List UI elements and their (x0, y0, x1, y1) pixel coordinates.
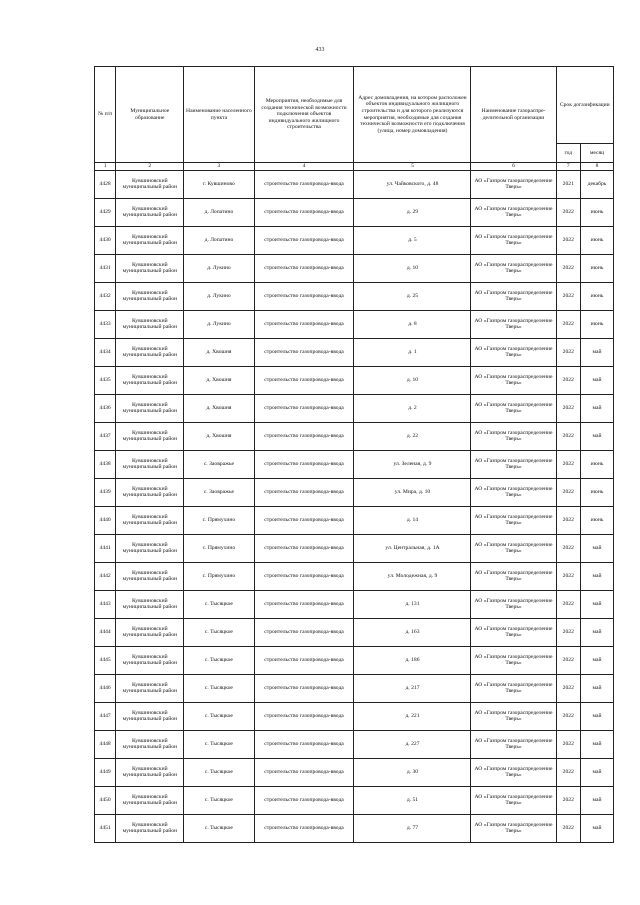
table-row (95, 338, 614, 366)
row-month: май (581, 646, 614, 674)
row-month: декабрь (581, 170, 614, 198)
row-month: июнь (581, 450, 614, 478)
row-year: 2022 (556, 506, 580, 534)
row-number: 4438 (95, 450, 116, 478)
row-measure: строительство газопровода-ввода (254, 674, 354, 702)
row-month: июнь (581, 254, 614, 282)
header-measures: Мероприятия, необходимые для создания технической возможности подключения объектов индивидуального жилищного строительства (254, 67, 354, 163)
table-row (95, 254, 614, 282)
row-measure: строительство газопровода-ввода (254, 254, 354, 282)
table-row (95, 506, 614, 534)
row-org: АО «Газпром газораспределение Тверь» (471, 282, 556, 310)
row-month: май (581, 758, 614, 786)
header-address: Адрес домовладения, на котором расположен объектов индивидуального жилищного строительства и для которого реализуются мероприятия, необходимые для создания технической возможности его подключения (улица, номер домовладения) (354, 67, 471, 163)
row-number: 4448 (95, 730, 116, 758)
row-locality: д. Хвошня (184, 394, 254, 422)
row-year: 2022 (556, 478, 580, 506)
row-org: АО «Газпром газораспределение Тверь» (471, 758, 556, 786)
table-row (95, 562, 614, 590)
row-locality: с. Тысяцкое (184, 590, 254, 618)
row-year: 2022 (556, 226, 580, 254)
row-org: АО «Газпром газораспределение Тверь» (471, 310, 556, 338)
table-row (95, 450, 614, 478)
row-measure: строительство газопровода-ввода (254, 170, 354, 198)
row-number: 4442 (95, 562, 116, 590)
row-measure: строительство газопровода-ввода (254, 534, 354, 562)
row-org: АО «Газпром газораспределение Тверь» (471, 786, 556, 814)
row-month: май (581, 702, 614, 730)
row-address: ул. Молодежная, д. 9 (354, 562, 471, 590)
row-org: АО «Газпром газораспределение Тверь» (471, 506, 556, 534)
row-measure: строительство газопровода-ввода (254, 338, 354, 366)
row-year: 2022 (556, 366, 580, 394)
row-org: АО «Газпром газораспределение Тверь» (471, 394, 556, 422)
row-number: 4434 (95, 338, 116, 366)
row-address: д. 22 (354, 422, 471, 450)
row-municipality: Кувшиновский муниципальный район (116, 254, 184, 282)
gasification-table (94, 66, 614, 843)
row-month: май (581, 814, 614, 842)
col-number: 6 (471, 163, 556, 171)
row-address: д. 30 (354, 758, 471, 786)
row-year: 2022 (556, 674, 580, 702)
row-month: май (581, 366, 614, 394)
table-row (95, 170, 614, 198)
row-address: ул. Чайковского, д. 48 (354, 170, 471, 198)
row-number: 4439 (95, 478, 116, 506)
row-municipality: Кувшиновский муниципальный район (116, 394, 184, 422)
row-month: июнь (581, 282, 614, 310)
row-org: АО «Газпром газораспределение Тверь» (471, 226, 556, 254)
row-measure: строительство газопровода-ввода (254, 590, 354, 618)
header-term: Срок догазификации (556, 67, 613, 144)
row-municipality: Кувшиновский муниципальный район (116, 422, 184, 450)
row-number: 4447 (95, 702, 116, 730)
row-measure: строительство газопровода-ввода (254, 366, 354, 394)
table-row (95, 618, 614, 646)
row-measure: строительство газопровода-ввода (254, 702, 354, 730)
row-number: 4440 (95, 506, 116, 534)
row-municipality: Кувшиновский муниципальный район (116, 506, 184, 534)
row-org: АО «Газпром газораспределение Тверь» (471, 254, 556, 282)
row-address: д. 163 (354, 618, 471, 646)
table-row (95, 814, 614, 842)
row-org: АО «Газпром газораспределение Тверь» (471, 338, 556, 366)
page-number: 433 (315, 47, 325, 53)
row-municipality: Кувшиновский муниципальный район (116, 338, 184, 366)
row-locality: д. Хвошня (184, 422, 254, 450)
table-row (95, 758, 614, 786)
row-number: 4428 (95, 170, 116, 198)
table-row (95, 282, 614, 310)
row-municipality: Кувшиновский муниципальный район (116, 478, 184, 506)
row-municipality: Кувшиновский муниципальный район (116, 310, 184, 338)
row-month: июнь (581, 198, 614, 226)
row-measure: строительство газопровода-ввода (254, 646, 354, 674)
row-org: АО «Газпром газораспределение Тверь» (471, 646, 556, 674)
table-row (95, 226, 614, 254)
row-year: 2022 (556, 618, 580, 646)
row-municipality: Кувшиновский муниципальный район (116, 534, 184, 562)
table-row (95, 394, 614, 422)
row-measure: строительство газопровода-ввода (254, 562, 354, 590)
row-year: 2022 (556, 310, 580, 338)
row-month: июнь (581, 506, 614, 534)
row-municipality: Кувшиновский муниципальный район (116, 618, 184, 646)
row-month: май (581, 730, 614, 758)
row-address: д. 221 (354, 702, 471, 730)
table-row (95, 590, 614, 618)
row-org: АО «Газпром газораспределение Тверь» (471, 478, 556, 506)
row-year: 2022 (556, 282, 580, 310)
row-number: 4451 (95, 814, 116, 842)
col-number: 7 (556, 163, 580, 171)
row-locality: д. Лопатино (184, 198, 254, 226)
row-address: д. 77 (354, 814, 471, 842)
row-locality: с. Тысяцкое (184, 758, 254, 786)
table-row (95, 534, 614, 562)
row-org: АО «Газпром газораспределение Тверь» (471, 814, 556, 842)
row-number: 4429 (95, 198, 116, 226)
row-municipality: Кувшиновский муниципальный район (116, 702, 184, 730)
row-municipality: Кувшиновский муниципальный район (116, 590, 184, 618)
row-measure: строительство газопровода-ввода (254, 450, 354, 478)
table-row (95, 422, 614, 450)
header-year: год (556, 144, 580, 163)
row-locality: д. Лукино (184, 310, 254, 338)
row-address: д. 186 (354, 646, 471, 674)
row-month: июнь (581, 310, 614, 338)
row-year: 2022 (556, 590, 580, 618)
row-municipality: Кувшиновский муниципальный район (116, 198, 184, 226)
col-number: 2 (116, 163, 184, 171)
row-org: АО «Газпром газораспределение Тверь» (471, 674, 556, 702)
row-municipality: Кувшиновский муниципальный район (116, 366, 184, 394)
row-locality: д. Лукино (184, 282, 254, 310)
row-month: июнь (581, 478, 614, 506)
row-municipality: Кувшиновский муниципальный район (116, 170, 184, 198)
row-address: д. 14 (354, 506, 471, 534)
row-year: 2022 (556, 254, 580, 282)
row-number: 4441 (95, 534, 116, 562)
row-locality: с. Прямухино (184, 562, 254, 590)
row-org: АО «Газпром газораспределение Тверь» (471, 170, 556, 198)
row-measure: строительство газопровода-ввода (254, 394, 354, 422)
row-number: 4432 (95, 282, 116, 310)
col-number: 4 (254, 163, 354, 171)
row-number: 4437 (95, 422, 116, 450)
row-year: 2022 (556, 534, 580, 562)
row-org: АО «Газпром газораспределение Тверь» (471, 702, 556, 730)
header-row (95, 67, 614, 144)
table-row (95, 730, 614, 758)
row-measure: строительство газопровода-ввода (254, 422, 354, 450)
row-org: АО «Газпром газораспределение Тверь» (471, 730, 556, 758)
row-address: д. 1 (354, 338, 471, 366)
row-number: 4431 (95, 254, 116, 282)
row-municipality: Кувшиновский муниципальный район (116, 646, 184, 674)
row-year: 2022 (556, 394, 580, 422)
row-address: д. 29 (354, 198, 471, 226)
row-locality: д. Лопатино (184, 226, 254, 254)
row-locality: с. Прямухино (184, 506, 254, 534)
row-measure: строительство газопровода-ввода (254, 478, 354, 506)
row-municipality: Кувшиновский муниципальный район (116, 674, 184, 702)
table-row (95, 786, 614, 814)
row-year: 2022 (556, 758, 580, 786)
row-locality: г. Кувшиново (184, 170, 254, 198)
row-org: АО «Газпром газораспределение Тверь» (471, 366, 556, 394)
row-org: АО «Газпром газораспределение Тверь» (471, 618, 556, 646)
row-municipality: Кувшиновский муниципальный район (116, 562, 184, 590)
row-month: май (581, 422, 614, 450)
row-org: АО «Газпром газораспределение Тверь» (471, 562, 556, 590)
row-municipality: Кувшиновский муниципальный район (116, 730, 184, 758)
row-address: д. 8 (354, 310, 471, 338)
row-measure: строительство газопровода-ввода (254, 198, 354, 226)
row-address: ул. Зеленая, д. 9 (354, 450, 471, 478)
row-address: д. 51 (354, 786, 471, 814)
col-number: 8 (581, 163, 614, 171)
row-locality: с. Тысяцкое (184, 814, 254, 842)
row-measure: строительство газопровода-ввода (254, 506, 354, 534)
table-row (95, 198, 614, 226)
row-address: д. 2 (354, 394, 471, 422)
row-number: 4435 (95, 366, 116, 394)
row-number: 4433 (95, 310, 116, 338)
row-measure: строительство газопровода-ввода (254, 758, 354, 786)
table-row (95, 366, 614, 394)
row-measure: строительство газопровода-ввода (254, 226, 354, 254)
row-locality: с. Тысяцкое (184, 674, 254, 702)
table-row (95, 478, 614, 506)
row-locality: с. Тысяцкое (184, 702, 254, 730)
row-locality: с. Тысяцкое (184, 618, 254, 646)
row-month: май (581, 590, 614, 618)
header-num: № п/п (95, 67, 116, 163)
row-org: АО «Газпром газораспределение Тверь» (471, 534, 556, 562)
row-measure: строительство газопровода-ввода (254, 618, 354, 646)
row-measure: строительство газопровода-ввода (254, 282, 354, 310)
row-municipality: Кувшиновский муниципальный район (116, 758, 184, 786)
row-month: июнь (581, 226, 614, 254)
row-month: май (581, 618, 614, 646)
table-row (95, 674, 614, 702)
row-locality: с. Тысяцкое (184, 730, 254, 758)
row-address: д. 227 (354, 730, 471, 758)
row-number: 4446 (95, 674, 116, 702)
row-locality: с. Заовражье (184, 478, 254, 506)
column-number-row (95, 163, 614, 171)
row-locality: д. Лукино (184, 254, 254, 282)
row-org: АО «Газпром газораспределение Тверь» (471, 422, 556, 450)
header-org: Наименование газораспре-делительной организации (471, 67, 556, 163)
row-org: АО «Газпром газораспределение Тверь» (471, 590, 556, 618)
header-locality: Наименование населенного пункта (184, 67, 254, 163)
header-municipality: Муниципальное образование (116, 67, 184, 163)
row-measure: строительство газопровода-ввода (254, 730, 354, 758)
row-municipality: Кувшиновский муниципальный район (116, 226, 184, 254)
row-locality: с. Заовражье (184, 450, 254, 478)
row-year: 2022 (556, 814, 580, 842)
row-locality: с. Тысяцкое (184, 646, 254, 674)
row-municipality: Кувшиновский муниципальный район (116, 786, 184, 814)
row-address: д. 5 (354, 226, 471, 254)
table-body (95, 170, 614, 842)
row-year: 2022 (556, 786, 580, 814)
row-measure: строительство газопровода-ввода (254, 310, 354, 338)
row-year: 2022 (556, 338, 580, 366)
row-number: 4443 (95, 590, 116, 618)
row-address: д. 10 (354, 366, 471, 394)
row-year: 2022 (556, 562, 580, 590)
row-number: 4430 (95, 226, 116, 254)
row-address: д. 217 (354, 674, 471, 702)
row-locality: д. Хвошня (184, 366, 254, 394)
row-locality: с. Тысяцкое (184, 786, 254, 814)
table-row (95, 646, 614, 674)
row-address: д. 25 (354, 282, 471, 310)
row-year: 2022 (556, 702, 580, 730)
row-number: 4444 (95, 618, 116, 646)
row-municipality: Кувшиновский муниципальный район (116, 814, 184, 842)
row-year: 2022 (556, 450, 580, 478)
row-municipality: Кувшиновский муниципальный район (116, 282, 184, 310)
row-number: 4450 (95, 786, 116, 814)
row-number: 4436 (95, 394, 116, 422)
row-month: май (581, 786, 614, 814)
row-address: ул. Центральная, д. 1А (354, 534, 471, 562)
row-locality: с. Прямухино (184, 534, 254, 562)
row-month: май (581, 562, 614, 590)
row-address: д. 131 (354, 590, 471, 618)
row-municipality: Кувшиновский муниципальный район (116, 450, 184, 478)
table-row (95, 702, 614, 730)
row-month: май (581, 338, 614, 366)
row-year: 2022 (556, 422, 580, 450)
row-year: 2022 (556, 646, 580, 674)
row-measure: строительство газопровода-ввода (254, 814, 354, 842)
row-address: д. 10 (354, 254, 471, 282)
row-measure: строительство газопровода-ввода (254, 786, 354, 814)
row-address: ул. Мира, д. 10 (354, 478, 471, 506)
row-org: АО «Газпром газораспределение Тверь» (471, 198, 556, 226)
table-row (95, 310, 614, 338)
row-year: 2022 (556, 198, 580, 226)
row-number: 4445 (95, 646, 116, 674)
col-number: 5 (354, 163, 471, 171)
row-month: май (581, 534, 614, 562)
col-number: 3 (184, 163, 254, 171)
row-year: 2021 (556, 170, 580, 198)
col-number: 1 (95, 163, 116, 171)
header-month: месяц (581, 144, 614, 163)
row-number: 4449 (95, 758, 116, 786)
row-month: май (581, 674, 614, 702)
row-locality: д. Хвошня (184, 338, 254, 366)
row-org: АО «Газпром газораспределение Тверь» (471, 450, 556, 478)
row-month: май (581, 394, 614, 422)
row-year: 2022 (556, 730, 580, 758)
